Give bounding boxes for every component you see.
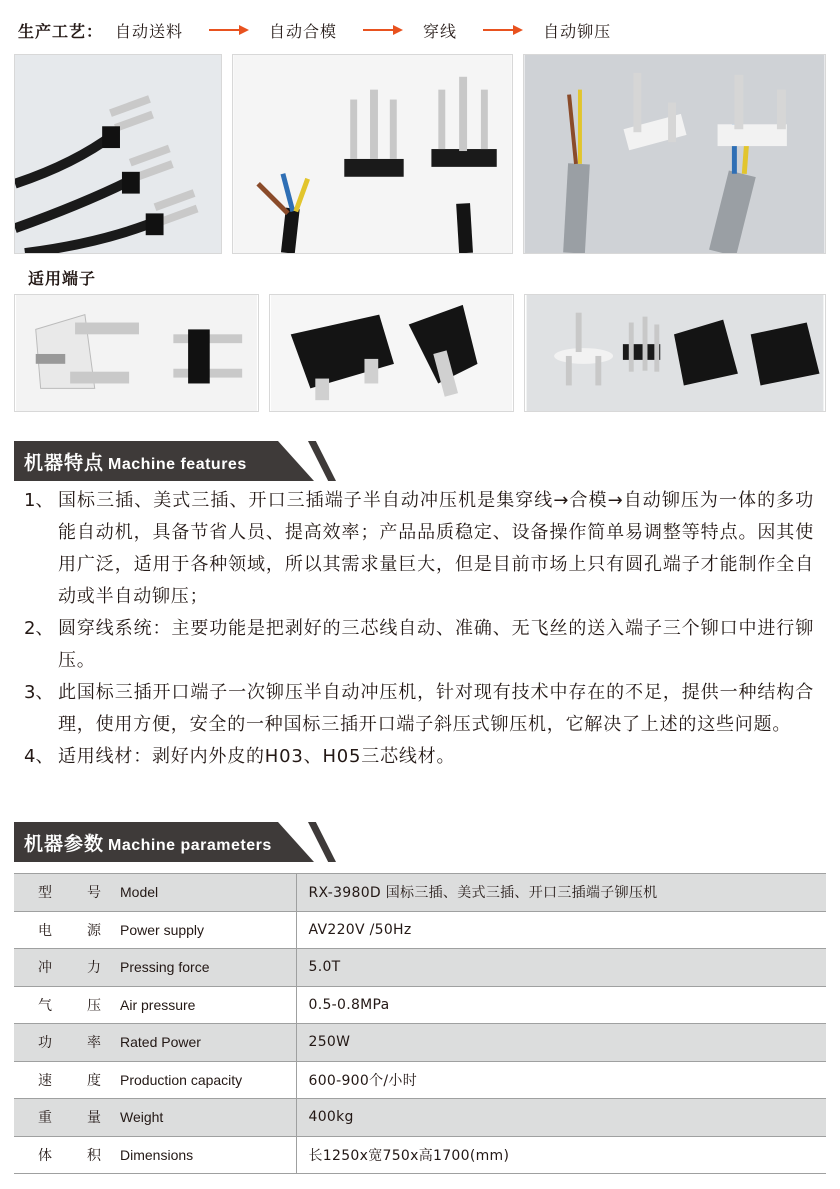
- param-cn-char: 率: [87, 1035, 102, 1052]
- photo-threading: [523, 54, 826, 254]
- param-en: Model: [112, 874, 296, 912]
- param-cn-char: 号: [87, 885, 102, 902]
- param-cn-char: 重: [38, 1110, 53, 1127]
- params-table: [14, 873, 826, 1174]
- features-title: [24, 448, 247, 475]
- feature-text: 适用线材：剥好内外皮的H03、H05三芯线材。: [58, 746, 456, 767]
- photo-terminal-set: [524, 294, 826, 412]
- param-en: Rated Power: [112, 1024, 296, 1062]
- param-cn: [14, 949, 112, 987]
- table-row: [14, 911, 826, 949]
- param-cn: [14, 1136, 112, 1174]
- param-en: Pressing force: [112, 949, 296, 987]
- feature-number: 1、: [24, 490, 54, 511]
- feature-item: [24, 613, 814, 677]
- feature-number: 2、: [24, 618, 54, 639]
- header-slash: [308, 822, 336, 862]
- feature-text: 圆穿线系统：主要功能是把剥好的三芯线自动、准确、无飞丝的送入端子三个铆口中进行铆压。: [58, 618, 814, 671]
- param-cn-char: 源: [87, 922, 102, 939]
- param-cn-char: 度: [87, 1072, 102, 1089]
- param-cn-char: 型: [38, 885, 53, 902]
- feature-item: [24, 741, 814, 773]
- table-row: [14, 986, 826, 1024]
- param-cn: [14, 1061, 112, 1099]
- features-list: [24, 485, 814, 773]
- feature-item: [24, 677, 814, 741]
- param-en: Weight: [112, 1099, 296, 1137]
- param-value: 0.5-0.8MPa: [296, 986, 826, 1024]
- terminals-label: 适用端子: [28, 269, 97, 288]
- process-step-feed: 自动送料: [115, 21, 184, 41]
- photo-auto-feed: [14, 54, 222, 254]
- param-cn-char: 冲: [38, 960, 53, 977]
- process-label: 生产工艺：: [18, 21, 104, 41]
- photo-terminal-uk: [269, 294, 514, 412]
- params-title: [24, 829, 272, 856]
- param-cn-char: 体: [38, 1147, 53, 1164]
- param-value: 250W: [296, 1024, 826, 1062]
- table-row: [14, 1024, 826, 1062]
- param-cn: [14, 911, 112, 949]
- param-value: AV220V /50Hz: [296, 911, 826, 949]
- process-flow: [18, 17, 611, 43]
- feature-text: 国标三插、美式三插、开口三插端子半自动冲压机是集穿线→合模→自动铆压为一体的多功能自动机，具备节省人员、提高效率；产品品质稳定、设备操作简单易调整等特点。因其使用广泛，适用于各种领域，所以其需求量巨大，但是目前市场上只有圆孔端子才能制作全自动或半自动铆压；: [58, 490, 814, 607]
- param-cn-char: 量: [87, 1110, 102, 1127]
- table-row: [14, 949, 826, 987]
- param-value: 5.0T: [296, 949, 826, 987]
- param-cn-char: 积: [87, 1147, 102, 1164]
- param-value: 400kg: [296, 1099, 826, 1137]
- table-row: [14, 1136, 826, 1174]
- param-cn: [14, 1099, 112, 1137]
- param-cn-char: 力: [87, 960, 102, 977]
- table-row: [14, 874, 826, 912]
- param-value: 长1250x宽750x高1700(mm): [296, 1136, 826, 1174]
- param-en: Dimensions: [112, 1136, 296, 1174]
- features-header: [14, 441, 340, 481]
- feature-text: 此国标三插开口端子一次铆压半自动冲压机，针对现有技术中存在的不足，提供一种结构合理，使用方便，安全的一种国标三插开口端子斜压式铆压机，它解决了上述的这些问题。: [58, 682, 814, 735]
- params-header: [14, 822, 340, 862]
- param-en: Air pressure: [112, 986, 296, 1024]
- params-title-cn: 机器参数: [24, 833, 105, 855]
- param-en: Power supply: [112, 911, 296, 949]
- features-title-en: Machine features: [108, 456, 247, 473]
- arrow-right-icon: [483, 24, 523, 36]
- feature-number: 4、: [24, 746, 54, 767]
- param-en: Production capacity: [112, 1061, 296, 1099]
- table-row: [14, 1099, 826, 1137]
- arrow-right-icon: [363, 24, 403, 36]
- features-title-cn: 机器特点: [24, 452, 105, 474]
- param-cn-char: 电: [38, 922, 53, 939]
- process-step-thread: 穿线: [423, 21, 458, 41]
- photo-auto-mold: [232, 54, 513, 254]
- param-value: 600-900个/小时: [296, 1061, 826, 1099]
- feature-number: 3、: [24, 682, 54, 703]
- param-cn-char: 速: [38, 1072, 53, 1089]
- param-cn-char: 功: [38, 1035, 53, 1052]
- param-cn-char: 压: [87, 997, 102, 1014]
- feature-item: [24, 485, 814, 613]
- param-cn: [14, 1024, 112, 1062]
- param-cn-char: 气: [38, 997, 53, 1014]
- photo-terminal-open: [14, 294, 259, 412]
- params-title-en: Machine parameters: [108, 837, 272, 854]
- header-slash: [308, 441, 336, 481]
- process-step-crimp: 自动铆压: [543, 21, 612, 41]
- process-step-mold: 自动合模: [269, 21, 338, 41]
- arrow-right-icon: [209, 24, 249, 36]
- param-value: RX-3980D 国标三插、美式三插、开口三插端子铆压机: [296, 874, 826, 912]
- table-row: [14, 1061, 826, 1099]
- param-cn: [14, 874, 112, 912]
- param-cn: [14, 986, 112, 1024]
